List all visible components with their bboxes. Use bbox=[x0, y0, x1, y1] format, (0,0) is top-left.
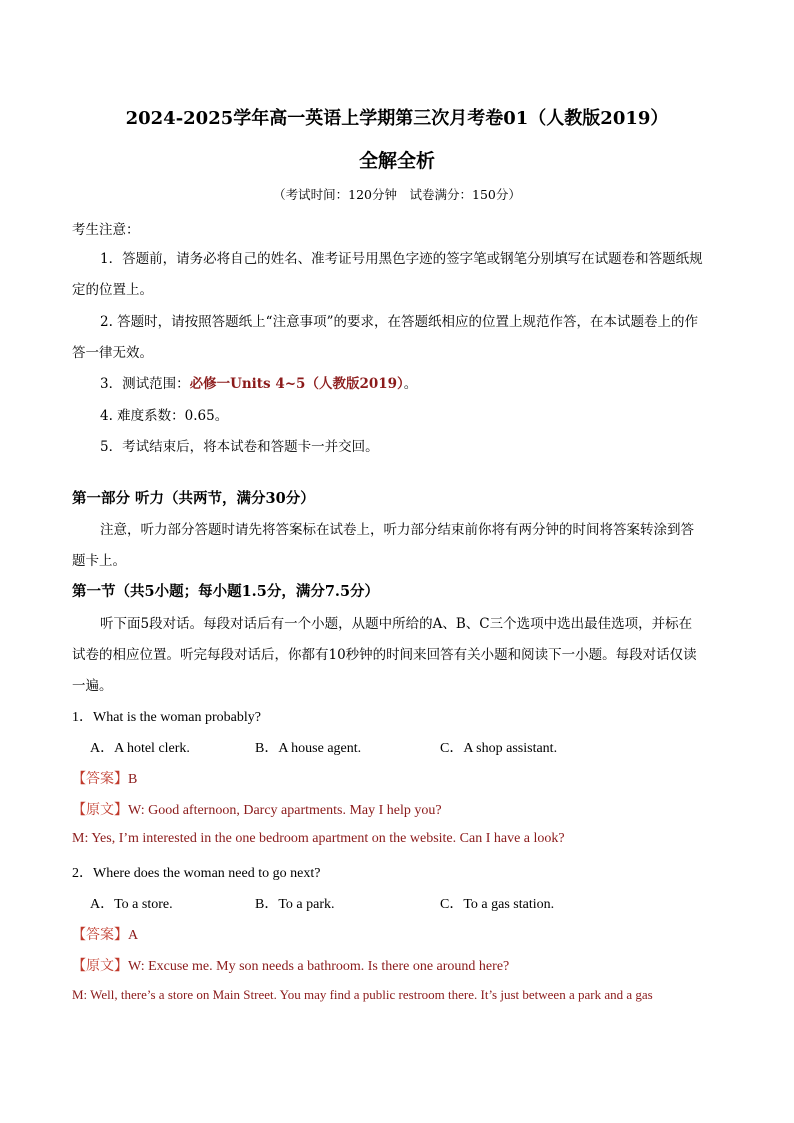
transcript-text: W: Good afternoon, Darcy apartments. May I help you? bbox=[128, 803, 442, 818]
transcript-tag: 【原文】 bbox=[72, 959, 128, 974]
section1-heading: 第一节（共5小题；每小题1.5分，满分7.5分） bbox=[72, 583, 380, 600]
notice-item-5: 5．考试结束后，将本试卷和答题卡一并交回。 bbox=[100, 439, 379, 455]
question-1-option-b: B．A house agent. bbox=[255, 741, 362, 756]
question-2-stem: 2．Where does the woman need to go next? bbox=[72, 866, 321, 881]
notice-item-3-prefix: 3．测试范围： bbox=[100, 376, 190, 392]
transcript-tag: 【原文】 bbox=[72, 803, 128, 818]
question-1-transcript-line-2: M: Yes, I’m interested in the one bedroom apartment on the website. Can I have a look? bbox=[72, 831, 565, 846]
notice-item-3-suffix: 。 bbox=[403, 376, 418, 392]
question-2-option-b: B．To a park. bbox=[255, 897, 335, 912]
question-1-option-a: A．A hotel clerk. bbox=[90, 741, 190, 756]
notice-item-3 bbox=[100, 372, 417, 392]
part1-heading: 第一部分 听力（共两节，满分30分） bbox=[72, 490, 315, 507]
question-1-stem: 1．What is the woman probably? bbox=[72, 710, 261, 725]
instructions-line-1: 听下面5段对话。每段对话后有一个小题，从题中所给的A、B、C三个选项中选出最佳选项，并标在 bbox=[100, 616, 693, 632]
instructions-line-2: 试卷的相应位置。听完每段对话后，你都有10秒钟的时间来回答有关小题和阅读下一小题。每段对话仅读 bbox=[72, 647, 697, 663]
page-subtitle: 全解全析 bbox=[358, 150, 435, 172]
transcript-text: W: Excuse me. My son needs a bathroom. Is there one around here? bbox=[128, 959, 510, 974]
question-2-option-c: C．To a gas station. bbox=[440, 897, 555, 912]
notice-item-4: 4. 难度系数：0.65。 bbox=[100, 408, 229, 424]
question-1-option-c: C．A shop assistant. bbox=[440, 741, 558, 756]
question-2-option-a: A．To a store. bbox=[90, 897, 173, 912]
part1-note-line-1: 注意，听力部分答题时请先将答案标在试卷上，听力部分结束前你将有两分钟的时间将答案转涂到答 bbox=[100, 522, 694, 538]
part1-note-line-2: 题卡上。 bbox=[72, 553, 126, 569]
answer-value: B bbox=[128, 772, 138, 787]
question-1-transcript-line-1 bbox=[72, 799, 442, 819]
notice-item-1-line-2: 定的位置上。 bbox=[72, 282, 153, 298]
instructions-line-3: 一遍。 bbox=[72, 678, 113, 694]
test-scope: 必修一Units 4~5（人教版2019） bbox=[189, 376, 404, 392]
exam-meta: （考试时间：120分钟 试卷满分：150分） bbox=[273, 187, 521, 202]
answer-value: A bbox=[128, 928, 139, 943]
answer-tag: 【答案】 bbox=[72, 928, 128, 943]
notice-item-2-line-2: 答一律无效。 bbox=[72, 345, 153, 361]
notice-heading: 考生注意： bbox=[72, 222, 140, 238]
notice-item-2-line-1: 2. 答题时，请按照答题纸上“注意事项”的要求，在答题纸相应的位置上规范作答，在本试题卷上的作 bbox=[100, 314, 698, 330]
notice-item-1-line-1: 1．答题前，请务必将自己的姓名、准考证号用黑色字迹的签字笔或钢笔分别填写在试题卷和答题纸规 bbox=[100, 251, 703, 267]
answer-tag: 【答案】 bbox=[72, 772, 128, 787]
question-2-transcript-line-1 bbox=[72, 955, 509, 975]
question-2-answer bbox=[72, 924, 138, 944]
question-2-transcript-line-2: M: Well, there’s a store on Main Street. You may find a public restroom there. It’s just between a park and a gas bbox=[72, 987, 653, 1002]
question-1-answer bbox=[72, 768, 137, 788]
page-title: 2024-2025学年高一英语上学期第三次月考卷01（人教版2019） bbox=[125, 108, 669, 129]
